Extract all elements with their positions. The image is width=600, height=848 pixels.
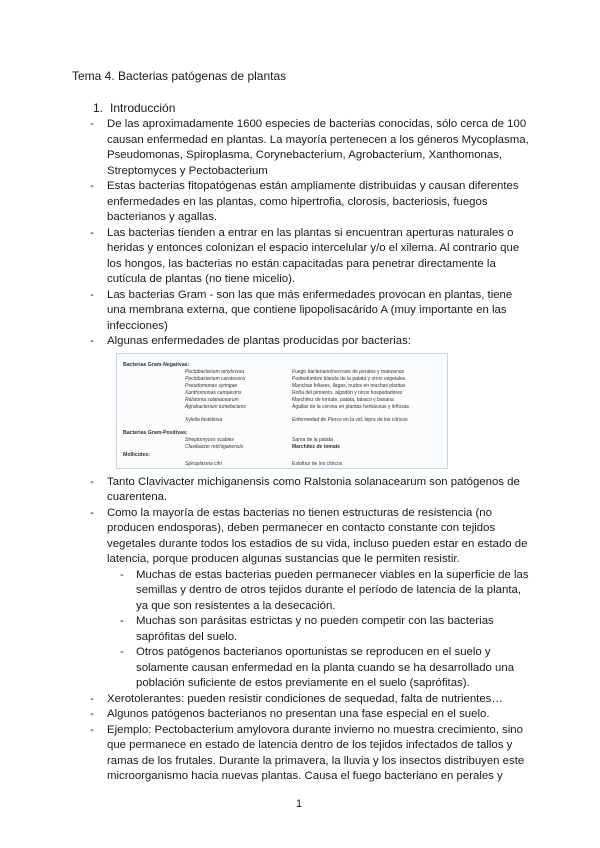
- list-item: - Algunos patógenos bacterianos no presentan una fase especial en el suelo.: [90, 708, 490, 720]
- table-cell: Pectobacterium amylovora: [185, 368, 245, 375]
- table-header-gram-negative: Bacterias Gram-Negativas:: [123, 361, 190, 368]
- table-cell: Sarna de la patata: [292, 436, 333, 443]
- sub-list-item: - Otros patógenos bacterianos oportunistas se reproducen en el suelo y solamente causan enfermedad en la planta cuando se ha desarrollado una población suficiente de estos previamente en el suelo (saprófitas).: [120, 646, 515, 689]
- table-cell: Enfermedad de Pierce en la vid, lepra de los cítricos: [292, 416, 408, 423]
- sub-bullet-list: [90, 568, 530, 692]
- table-cell: Clavibacter michiganensis: [185, 443, 244, 450]
- list-item: - Las bacterias Gram - son las que más enfermedades provocan en plantas, tiene una membrana externa, que contiene lipopolisacárido A (muy importante en las infecciones): [90, 288, 513, 332]
- list-item: - Estas bacterias fitopatógenas están ampliamente distribuidas y causan diferentes enfermedades en las plantas, como hipertrofia, clorosis, bacteriosis, fuegos bacterianos y agallas.: [90, 180, 519, 223]
- table-cell: Fuego bacteriano/necrosis de perales y manzanos: [292, 368, 405, 375]
- list-item: - Ejemplo: Pectobacterium amylovora durante invierno no muestra crecimiento, sino que permanece en estado de latencia dentro de los tejidos infectados de tallos y ramas de los frutales. Durante la primavera, la lluvia y los insectos distribuyen este microorganismo hacia nuevas plantas. Causa el fuego bacteriano en perales y: [90, 723, 525, 782]
- list-item: - Como la mayoría de estas bacterias no tienen estructuras de resistencia (no producen endosporas), deben permanecer en contacto constante con tejidos vegetales durante todos los estadios de su vida, incluso pueden estar en estado de latencia, porque producen algunas sustancias que le permiten resistir.: [90, 506, 528, 565]
- list-item: - Las bacterias tienden a entrar en las plantas si encuentran aperturas naturales o heridas y entonces colonizan el espacio intercelular y/o el xilema. Al contrario que los hongos, las bacterias no están capacitadas para penetrar directamente la cutícula de plantas (no tiene micelio).: [90, 226, 520, 285]
- table-cell: Estolbur de los cítricos: [292, 460, 343, 467]
- table-header-gram-positive: Bacterias Gram-Positivas:: [123, 429, 188, 436]
- list-item: - Algunas enfermedades de plantas producidas por bacterias:: [90, 335, 411, 347]
- table-cell: Streptomyces scabies: [185, 436, 234, 443]
- table-cell: Pseudomonas syringae: [185, 382, 238, 389]
- table-header-mollicutes: Mollicutes:: [123, 451, 151, 458]
- table-cell: Agallas de la corona en plantas herbáceas y leñosas: [292, 403, 410, 410]
- table-cell: Xanthomonas campestris: [185, 389, 242, 396]
- table-cell: Roña del pimiento, algodón y otros hospedadores: [292, 389, 403, 396]
- section-heading: [93, 101, 175, 115]
- table-cell: Podredumbre blanda de la patata y otros vegetales: [292, 375, 406, 382]
- table-container: [90, 353, 530, 469]
- list-item: - Xerotolerantes: pueden resistir condiciones de sequedad, falta de nutrientes…: [90, 692, 503, 705]
- table-cell: Manchas foliares, llagas, nudos en muchas plantas: [292, 382, 406, 389]
- table-cell: Xylella fastidiosa: [185, 416, 223, 423]
- table-cell: Marchitez de tomate, patata, tabaco y banana: [292, 396, 394, 403]
- section-label: Introducción: [110, 101, 176, 115]
- table-cell: Spiroplasma citri: [185, 460, 222, 467]
- bacteria-table-image: [116, 353, 448, 469]
- table-cell: Agrobacterium tumefaciens: [185, 403, 246, 410]
- sub-list-item: - Muchas de estas bacterias pueden permanecer viables en la superficie de las semillas y dentro de otros tejidos durante el período de latencia de la planta, ya que son resistentes a la desecación.: [120, 568, 529, 612]
- sub-list-item: - Muchas son parásitas estrictas y no pueden competir con las bacterias saprófitas del suelo.: [120, 615, 494, 643]
- table-cell: Pectobacterium carotovora: [185, 375, 245, 382]
- list-item: - Tanto Clavivacter michiganensis como Ralstonia solanacearum son patógenos de cuarentena.: [90, 475, 520, 503]
- table-cell: Ralstonia solanacearum: [185, 396, 239, 403]
- section-number: 1.: [93, 101, 104, 115]
- document-title: Tema 4. Bacterias patógenas de plantas: [72, 69, 287, 83]
- list-item: - De las aproximadamente 1600 especies de bacterias conocidas, sólo cerca de 100 causan enfermedad en plantas. La mayoría pertenecen a los géneros Mycoplasma, Pseudomonas, Spiroplasma, Corynebacterium, Agrobacterium, Xanthomonas, Streptomyces y Pectobacterium: [90, 118, 529, 177]
- page-number: 1: [296, 798, 303, 810]
- sub-list-container: [90, 568, 530, 692]
- table-cell: Marchitez de tomate: [292, 443, 341, 450]
- bullet-list: [90, 117, 530, 785]
